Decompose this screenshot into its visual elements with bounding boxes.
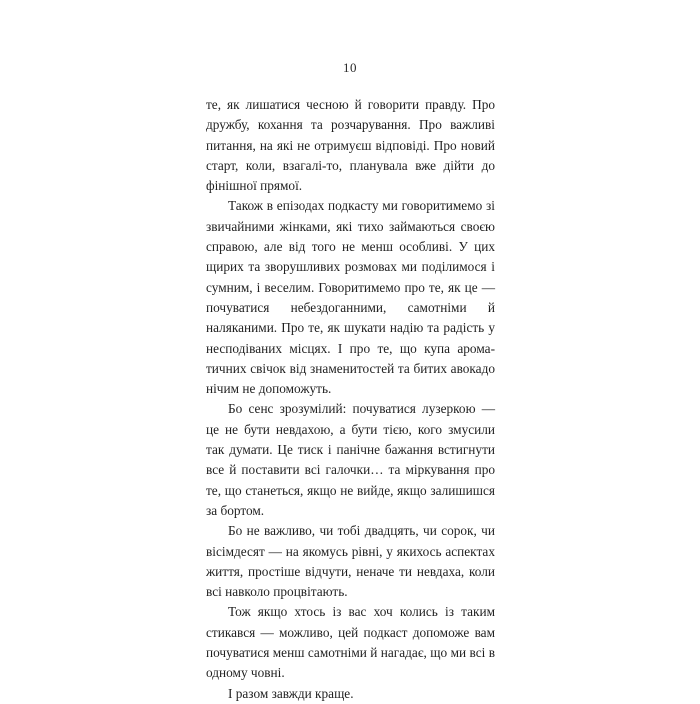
paragraph-3: Бо сенс зрозумілий: почуватися лузеркою — це не бути невдахою, а бути тією, кого змусили так думати. Це тиск і панічне бажання встигнути все й поставити всі галочки… та міркування про те, що станеться, якщо не вийде, якщо залишишся за бортом. bbox=[206, 401, 495, 518]
paragraph-6: І разом завжди краще. bbox=[228, 685, 354, 701]
page-number: 10 bbox=[343, 60, 357, 75]
paragraph-1: те, як лишатися чесною й говорити правду. Про дружбу, кохання та розчарування. Про важливі питання, на які не отримуєш відповіді. Про новий старт, коли, взагалі-то, планувала вже дійти до фінішної прямої. bbox=[206, 97, 495, 194]
paragraph-2: Також в епізодах подкасту ми говоритимемо зі звичайними жінками, які тихо займаються своєю справою, але від того не менш особливі. У цих щирих та зворушливих розмовах ми поділимося і сумним, і веселим. Говоритимемо про те, як це — почуватися небездоганними, самотніми й наляканими. Про те, як шукати надію та радість у несподіваних місцях. І про те, що купа ароматичних свічок від знаменитостей та битих авокадо нічим не допоможуть. bbox=[206, 198, 495, 397]
paragraph-5: Тож якщо хтось із вас хоч колись із таким стикався — можливо, цей подкаст допоможе вам почуватися менш самотніми й нагадає, що ми всі в одному човні. bbox=[206, 604, 495, 681]
paragraph-4: Бо не важливо, чи тобі двадцять, чи сорок, чи вісімдесят — на якомусь рівні, у якихось аспектах життя, простіше відчути, неначе ти невдаха, коли всі навколо процвітають. bbox=[206, 523, 495, 600]
body-text bbox=[206, 95, 495, 704]
